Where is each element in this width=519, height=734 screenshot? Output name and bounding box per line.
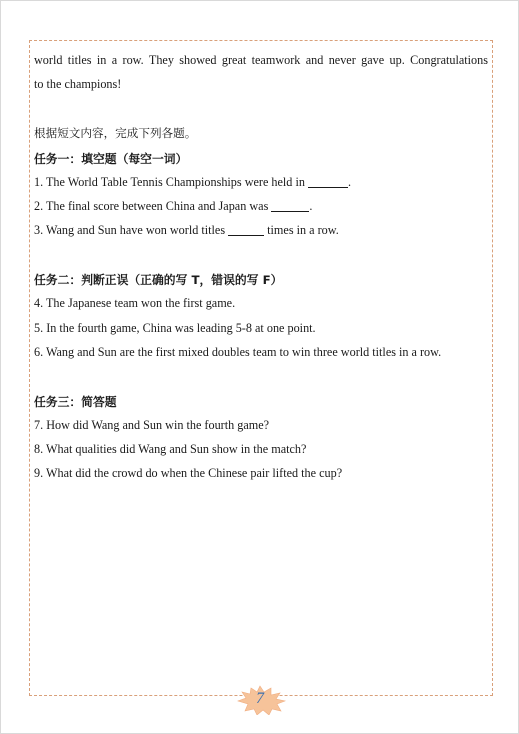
question-6: 6. Wang and Sun are the first mixed doubles team to win three world titles in a row. (34, 345, 442, 359)
task3-heading: 任务三：简答题 (34, 395, 117, 409)
instruction-text: 根据短文内容，完成下列各题。 (34, 126, 197, 140)
question-3 (34, 223, 339, 238)
question-2-tail: . (309, 199, 313, 213)
task1-heading: 任务一：填空题（每空一词） (34, 152, 188, 166)
question-1-text: 1. The World Table Tennis Championships were held in (34, 175, 305, 189)
question-4: 4. The Japanese team won the first game. (34, 296, 236, 310)
question-5: 5. In the fourth game, China was leading 5-8 at one point. (34, 321, 316, 335)
task2-heading: 任务二：判断正误（正确的写 T，错误的写 F） (34, 273, 283, 287)
answer-blank-2[interactable] (271, 200, 309, 212)
question-2-text: 2. The final score between China and Japan was (34, 199, 269, 213)
page-number-badge (233, 685, 287, 715)
question-1-tail: . (347, 175, 352, 189)
question-7: 7. How did Wang and Sun win the fourth game? (34, 418, 270, 432)
passage-line-2: to the champions! (34, 77, 122, 91)
question-8: 8. What qualities did Wang and Sun show in the match? (34, 442, 307, 456)
question-1 (34, 175, 351, 190)
question-3-text: 3. Wang and Sun have won world titles (34, 223, 226, 237)
passage-line-1: world titles in a row. They showed great teamwork and never gave up. Congratulations (34, 53, 488, 67)
page-number: 7 (256, 690, 264, 707)
question-2 (34, 199, 312, 214)
question-3-tail: times in a row. (267, 223, 339, 237)
answer-blank-3[interactable] (228, 224, 264, 236)
answer-blank-1[interactable] (308, 176, 348, 188)
question-9: 9. What did the crowd do when the Chinese pair lifted the cup? (34, 466, 343, 480)
